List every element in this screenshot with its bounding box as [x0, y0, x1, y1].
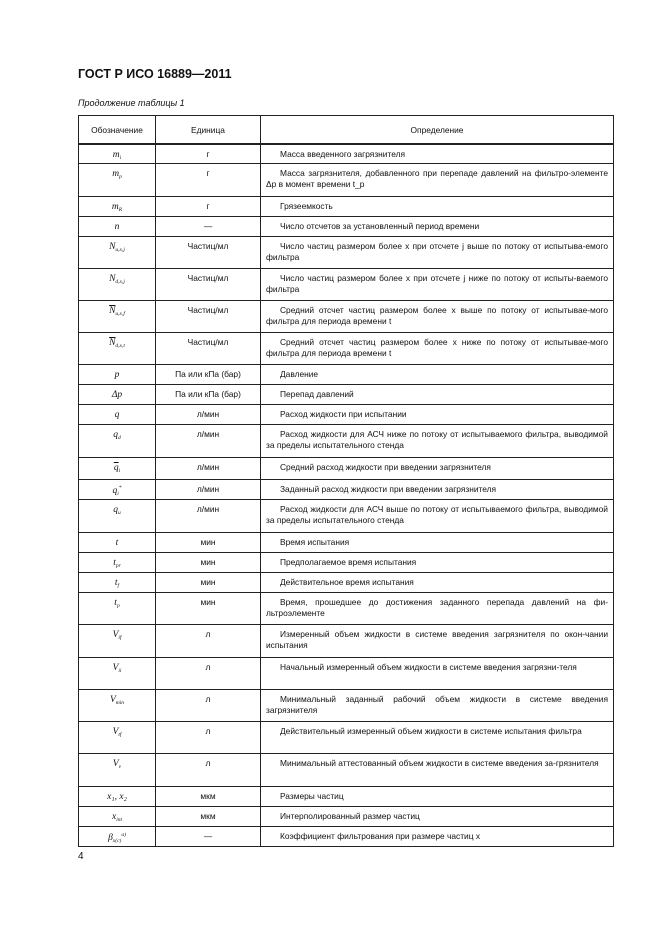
symbol-cell: $t_{pr}$ [79, 552, 156, 572]
symbol-cell: $\beta_{x(c)}^{a)}$ [79, 826, 156, 846]
symbol-cell: $x_{int}$ [79, 806, 156, 826]
unit-cell: л [156, 624, 261, 657]
table-row [79, 552, 614, 572]
unit-cell: Па или кПа (бар) [156, 384, 261, 404]
unit-cell: Частиц/мл [156, 236, 261, 268]
table-row [79, 268, 614, 300]
table-row [79, 404, 614, 424]
header-unit: Единица [156, 116, 261, 145]
unit-cell: г [156, 144, 261, 163]
table-row [79, 753, 614, 786]
table-row [79, 826, 614, 846]
definition-cell: Время, прошедшее до достижения заданного перепада давлений на фи-льтроэлементе [261, 592, 614, 624]
unit-cell: л/мин [156, 457, 261, 479]
table-row [79, 300, 614, 332]
table-row [79, 479, 614, 499]
symbol-cell: x₁, x₂ [79, 786, 156, 806]
unit-cell: мкм [156, 786, 261, 806]
unit-cell: мкм [156, 806, 261, 826]
definition-cell: Средний отсчет частиц размером более x ниже по потоку от испытывае-мого фильтра для периода времени t [261, 332, 614, 364]
symbol-cell: $V_v$ [79, 753, 156, 786]
unit-cell: л [156, 721, 261, 753]
symbol-cell: $\overline{N}_{d,x,t}$ [79, 332, 156, 364]
table-row [79, 424, 614, 457]
table-row [79, 236, 614, 268]
unit-cell: мин [156, 552, 261, 572]
unit-cell: л [156, 753, 261, 786]
definition-cell: Число частиц размером более x при отсчете j ниже по потоку от испыты-ваемого фильтра [261, 268, 614, 300]
definition-cell: Интерполированный размер частиц [261, 806, 614, 826]
table-row [79, 806, 614, 826]
unit-cell: л/мин [156, 479, 261, 499]
definition-cell: Расход жидкости для АСЧ выше по потоку от испытываемого фильтра, выводимой за пределы испытательного стенда [261, 499, 614, 532]
definition-cell: Действительное время испытания [261, 572, 614, 592]
unit-cell: л/мин [156, 499, 261, 532]
unit-cell: Частиц/мл [156, 268, 261, 300]
symbol-cell: $V_{tf}$ [79, 721, 156, 753]
table-row [79, 364, 614, 384]
unit-cell: л/мин [156, 424, 261, 457]
symbol-cell: Δp [79, 384, 156, 404]
symbol-cell: t [79, 532, 156, 552]
symbol-cell: p [79, 364, 156, 384]
table-row [79, 384, 614, 404]
symbol-cell: $q_i^*$ [79, 479, 156, 499]
definition-cell: Время испытания [261, 532, 614, 552]
unit-cell: Частиц/мл [156, 300, 261, 332]
table-row [79, 624, 614, 657]
table-row [79, 499, 614, 532]
table-row [79, 457, 614, 479]
symbol-cell: $V_{if}$ [79, 624, 156, 657]
table-row [79, 572, 614, 592]
table-row [79, 689, 614, 721]
symbol-cell: $N_{d,x,j}$ [79, 268, 156, 300]
definition-cell: Масса введенного загрязнителя [261, 144, 614, 163]
unit-cell: л [156, 657, 261, 689]
definition-cell: Средний отсчет частиц размером более x выше по потоку от испытывае-мого фильтра для периода времени t [261, 300, 614, 332]
unit-cell: г [156, 196, 261, 216]
definitions-table [78, 115, 614, 847]
unit-cell: — [156, 826, 261, 846]
definition-cell: Перепад давлений [261, 384, 614, 404]
definition-cell: Измеренный объем жидкости в системе введения загрязнителя по окон-чании испытания [261, 624, 614, 657]
symbol-cell: $q_u$ [79, 499, 156, 532]
table-row [79, 196, 614, 216]
definition-cell: Расход жидкости при испытании [261, 404, 614, 424]
symbol-cell: $V_{min}$ [79, 689, 156, 721]
unit-cell: л/мин [156, 404, 261, 424]
symbol-cell: $m_i$ [79, 144, 156, 163]
definition-cell: Предполагаемое время испытания [261, 552, 614, 572]
symbol-cell: $t_p$ [79, 592, 156, 624]
table-row [79, 163, 614, 196]
header-definition: Определение [261, 116, 614, 145]
table-row [79, 216, 614, 236]
definition-cell: Минимальный аттестованный объем жидкости в системе введения за-грязнителя [261, 753, 614, 786]
symbol-cell: $q_d$ [79, 424, 156, 457]
unit-cell: Па или кПа (бар) [156, 364, 261, 384]
unit-cell: г [156, 163, 261, 196]
table-row [79, 144, 614, 163]
definition-cell: Коэффициент фильтрования при размере частиц x [261, 826, 614, 846]
table-row [79, 592, 614, 624]
definition-cell: Заданный расход жидкости при введении загрязнителя [261, 479, 614, 499]
definition-cell: Давление [261, 364, 614, 384]
definition-cell: Число отсчетов за установленный период времени [261, 216, 614, 236]
definition-cell: Средний расход жидкости при введении загрязнителя [261, 457, 614, 479]
definition-cell: Грязеемкость [261, 196, 614, 216]
symbol-cell: $m_R$ [79, 196, 156, 216]
table-row [79, 721, 614, 753]
unit-cell: — [156, 216, 261, 236]
definition-cell: Начальный измеренный объем жидкости в системе введения загрязни-теля [261, 657, 614, 689]
symbol-cell: $\overline{N}_{u,x,f}$ [79, 300, 156, 332]
table-caption: Продолжение таблицы 1 [78, 98, 185, 108]
definition-cell: Расход жидкости для АСЧ ниже по потоку от испытываемого фильтра, выводимой за пределы испытательного стенда [261, 424, 614, 457]
document-header: ГОСТ Р ИСО 16889—2011 [78, 67, 232, 81]
header-symbol: Обозначение [79, 116, 156, 145]
definition-cell: Число частиц размером более x при отсчете j выше по потоку от испытыва-емого фильтра [261, 236, 614, 268]
symbol-cell: $m_p$ [79, 163, 156, 196]
symbol-cell: $\overline{q}_i$ [79, 457, 156, 479]
symbol-cell: q [79, 404, 156, 424]
unit-cell: л [156, 689, 261, 721]
definition-cell: Размеры частиц [261, 786, 614, 806]
table-row [79, 532, 614, 552]
symbol-cell: n [79, 216, 156, 236]
unit-cell: мин [156, 532, 261, 552]
definition-cell: Минимальный заданный рабочий объем жидкости в системе введения загрязнителя [261, 689, 614, 721]
table-header-row [79, 116, 614, 145]
definition-cell: Действительный измеренный объем жидкости в системе испытания фильтра [261, 721, 614, 753]
symbol-cell: $N_{u,x,j}$ [79, 236, 156, 268]
symbol-cell: $V_{ii}$ [79, 657, 156, 689]
page-number: 4 [78, 851, 84, 862]
table-row [79, 786, 614, 806]
unit-cell: мин [156, 572, 261, 592]
table-row [79, 657, 614, 689]
unit-cell: Частиц/мл [156, 332, 261, 364]
definition-cell: Масса загрязнителя, добавленного при перепаде давлений на фильтро-элементе Δp в момент времени t_p [261, 163, 614, 196]
table-row [79, 332, 614, 364]
unit-cell: мин [156, 592, 261, 624]
symbol-cell: $t_f$ [79, 572, 156, 592]
